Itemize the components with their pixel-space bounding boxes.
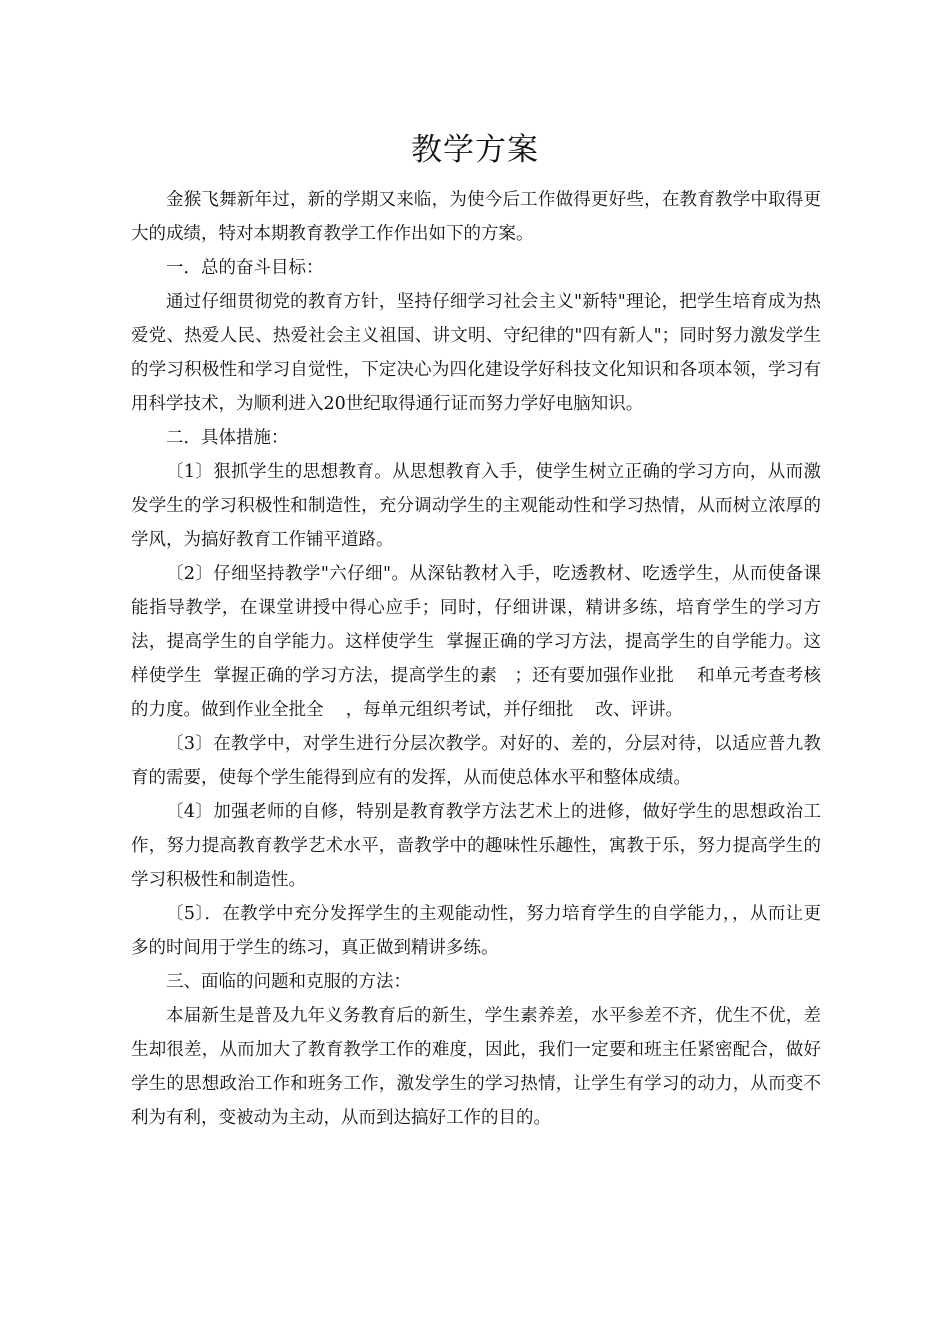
- measure-2-paragraph: 〔2〕仔细坚持教学"六仔细"。从深钻教材入手，吃透教材、吃透学生，从而使备课能指导教学，在课堂讲授中得心应手；同时，仔细讲课，精讲多练，培育学生的学习方法，提高学生的自学能力。这样使学生 掌握正确的学习方法，提高学生的自学能力。这样使学生 掌握正确的学习方法，提高学生的素 ；还有要加强作业批 和单元考查考核的力度。做到作业全批全 ，每单元组织考试，并仔细批 改、评讲。: [131, 564, 821, 720]
- goals-paragraph: 通过仔细贯彻党的教育方针，坚持仔细学习社会主义"新特"理论，把学生培育成为热爱党、热爱人民、热爱社会主义祖国、讲文明、守纪律的"四有新人"；同时努力激发学生的学习积极性和学习自觉性，下定决心为四化建设学好科技文化知识和各项本领，学习有用科学技术，为顺利进入20世纪取得通行证而努力学好电脑知识。: [131, 292, 821, 414]
- measure-3-paragraph: 〔3〕在教学中，对学生进行分层次教学。对好的、差的，分层对待，以适应普九教育的需要，使每个学生能得到应有的发挥，从而使总体水平和整体成绩。: [131, 734, 821, 788]
- section-heading-goals: 一．总的奋斗目标：: [166, 258, 324, 278]
- section-heading-measures: 二．具体措施：: [166, 428, 289, 448]
- problems-paragraph: 本届新生是普及九年义务教育后的新生，学生素养差，水平参差不齐，优生不优，差生却很差，从而加大了教育教学工作的难度，因此，我们一定要和班主任紧密配合，做好学生的思想政治工作和班务工作，激发学生的学习热情，让学生有学习的动力，从而变不利为有利，变被动为主动，从而到达搞好工作的目的。: [131, 1006, 821, 1128]
- section-heading-problems: 三、面临的问题和克服的方法：: [166, 972, 411, 992]
- measure-1-paragraph: 〔1〕狠抓学生的思想教育。从思想教育入手，使学生树立正确的学习方向，从而激发学生的学习积极性和制造性，充分调动学生的主观能动性和学习热情，从而树立浓厚的学风，为搞好教育工作铺平道路。: [131, 462, 821, 550]
- measure-4-paragraph: 〔4〕加强老师的自修，特别是教育教学方法艺术上的进修，做好学生的思想政治工作，努力提高教育教学艺术水平，啬教学中的趣味性乐趣性，寓教于乐，努力提高学生的学习积极性和制造性。: [131, 802, 821, 890]
- document-title: 教学方案: [411, 132, 539, 168]
- document-body: [131, 183, 821, 1135]
- measure-5-paragraph: 〔5〕．在教学中充分发挥学生的主观能动性，努力培育学生的自学能力，，从而让更多的时间用于学生的练习，真正做到精讲多练。: [131, 904, 821, 958]
- intro-paragraph: 金猴飞舞新年过，新的学期又来临，为使今后工作做得更好些，在教育教学中取得更大的成绩，特对本期教育教学工作作出如下的方案。: [131, 190, 821, 244]
